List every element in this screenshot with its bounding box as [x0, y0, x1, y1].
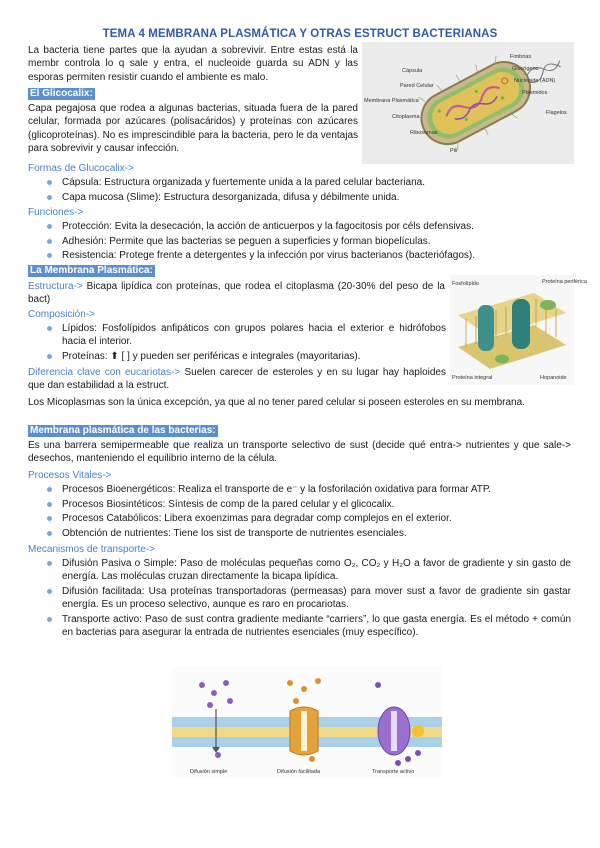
- diferencia-label: Diferencia clave con eucariotas->: [28, 367, 181, 378]
- membrane-label: Proteína integral: [452, 375, 493, 381]
- estructura-label: Estructura->: [28, 281, 83, 292]
- membrane-label: Proteína periférica: [542, 279, 587, 285]
- bacteria-label: Fimbrias: [510, 54, 532, 60]
- bacteria-diagram: [362, 42, 574, 164]
- estructura-paragraph: [28, 280, 445, 307]
- membrane-label: Fosfolípido: [452, 281, 479, 287]
- transport-label: Difusión facilitada: [277, 769, 321, 775]
- list-item: Difusión facilitada: Usa proteínas transportadoras (permeasas) para mover sust a favor de gradiente sin gastar energía. Es un proceso selectivo, aunque es raro en procariotas.: [28, 585, 571, 612]
- list-item: Transporte activo: Paso de sust contra gradiente mediante “carriers”, lo que gasta energía. Es el método + común en bacterias para asegurar la entrada de nutrientes esenciales (muy específico).: [28, 613, 571, 640]
- list-item: Procesos Catabólicos: Libera exoenzimas para degradar comp complejos en el exterior.: [28, 512, 578, 525]
- bacteria-label: Cápsula: [402, 68, 423, 74]
- list-item: Adhesión: Permite que las bacterias se peguen a superficies y forman biopelículas.: [28, 235, 578, 248]
- list-item: Protección: Evita la desecación, la acción de anticuerpos y la fagocitosis por céls defensivas.: [28, 220, 578, 233]
- list-item: Capa mucosa (Slime): Estructura desorganizada, difusa y débilmente unida.: [28, 191, 568, 204]
- list-item: Resistencia: Protege frente a detergentes y la infección por virus bacterianos (bacteriófagos).: [28, 249, 578, 262]
- composicion-list: [28, 322, 446, 365]
- micoplasmas-paragraph: Los Micoplasmas son la única excepción, ya que al no tener pared celular si poseen esteroles en su membrana.: [28, 397, 525, 408]
- bacteria-label: Nucleoide (ADN): [514, 78, 556, 84]
- list-item: Obtención de nutrientes: Tiene los sist de transporte de nutrientes esenciales.: [28, 527, 578, 540]
- bacteria-label: Pili: [450, 148, 458, 154]
- procesos-list: [28, 483, 578, 541]
- bacteria-label: Citoplasma: [392, 114, 420, 120]
- bacteria-label: Plásmidos: [522, 90, 548, 96]
- membrane-label: Hopanoide: [540, 375, 567, 381]
- bacteria-label: Ribosomas: [410, 130, 438, 136]
- list-item: Difusión Pasiva o Simple: Paso de moléculas pequeñas como O₂, CO₂ y H₂O a favor de gradiente y sin gasto de energía. Las moléculas cruzan directamente la bicapa lipídica.: [28, 557, 571, 584]
- page-title: TEMA 4 MEMBRANA PLASMÁTICA Y OTRAS ESTRUCT BACTERIANAS: [102, 28, 498, 40]
- funciones-list: [28, 220, 578, 264]
- membrane-diagram: [450, 275, 587, 385]
- transport-diagram: [172, 667, 442, 777]
- transport-label: Transporte activo: [372, 769, 415, 775]
- mecanismos-heading: Mecanismos de transporte->: [28, 544, 156, 555]
- list-item: Procesos Biosintéticos: Síntesis de comp de la pared celular y el glicocalix.: [28, 498, 578, 511]
- formas-heading: Formas de Glucocalix->: [28, 163, 134, 174]
- transport-label: Difusión simple: [190, 769, 228, 775]
- formas-list: [28, 176, 568, 205]
- intro-paragraph: La bacteria tiene partes que la ayudan a sobrevivir. Entre estas está la membr controla lo q sale y entra, el nucleoide guarda su ADN y las esporas permiten resistir cuando el ambiente es malo.: [28, 45, 358, 83]
- bacteria-label: Glucógeno: [512, 66, 539, 72]
- estructura-text: Bicapa lipídica con proteínas, que rodea el citoplasma (20-30% del peso de la bact): [28, 281, 445, 306]
- bacteria-label: Flagelos: [546, 110, 567, 116]
- list-item: Proteínas: ⬆ [ ] y pueden ser periféricas e integrales (mayoritarias).: [28, 350, 446, 363]
- glicocalix-paragraph: Capa pegajosa que rodea a algunas bacterias, situada fuera de la pared celular, formada por azúcares (polisacáridos) y proteínas con azúcares (glicoproteínas). No es imprescindible para la bacteria, pero le da ventajas para sobrevivir y causar infección.: [28, 103, 358, 155]
- diferencia-paragraph: [28, 366, 446, 393]
- mecanismos-list: [28, 557, 571, 641]
- list-item: Lípidos: Fosfolípidos anfipáticos con grupos polares hacia el exterior e hidrófobos hacia el interior.: [28, 322, 446, 349]
- list-item: Cápsula: Estructura organizada y fuertemente unida a la pared celular bacteriana.: [28, 176, 568, 189]
- diferencia-text: Suelen carecer de esteroles y en su lugar hay haploides que dan estabilidad a la estruct.: [28, 367, 446, 392]
- list-item: Procesos Bioenergéticos: Realiza el transporte de e⁻ y la fosforilación oxidativa para formar ATP.: [28, 483, 578, 496]
- section-heading-membrana: La Membrana Plasmática:: [30, 265, 153, 276]
- bacteria-label: Pared Celular: [400, 83, 434, 89]
- procesos-heading: Procesos Vitales->: [28, 470, 112, 481]
- composicion-heading: Composición->: [28, 309, 95, 320]
- funciones-heading: Funciones->: [28, 207, 84, 218]
- section-heading-glicocalix: El Glicocalix:: [30, 88, 93, 99]
- section-heading-barrera: Membrana plasmática de las bacterias:: [30, 425, 216, 436]
- bacteria-label: Membrana Plasmática: [364, 98, 419, 104]
- barrera-paragraph: Es una barrera semipermeable que realiza un transporte selectivo de sust (decide qué entra-> nutrientes y que sale-> desechos, manteniendo el equilibrio interno de la célula.: [28, 440, 571, 465]
